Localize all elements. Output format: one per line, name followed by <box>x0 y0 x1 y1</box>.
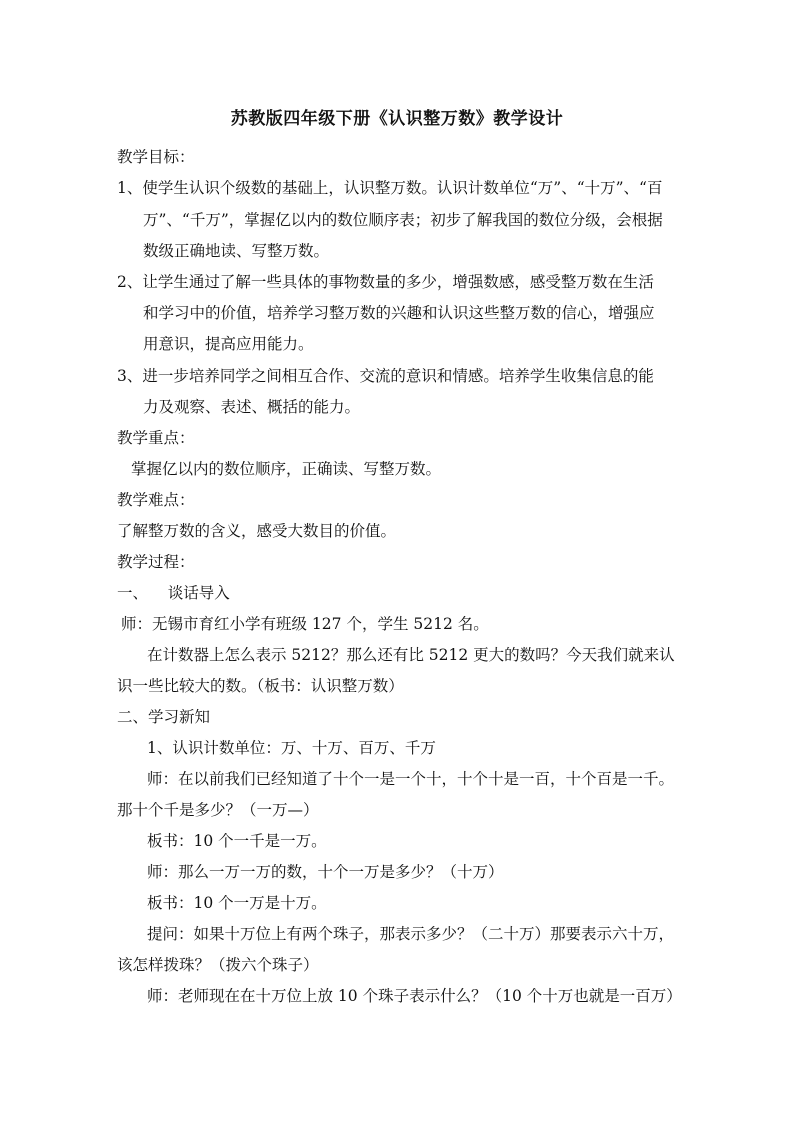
teacher-intro-line: 师：无锡市育红小学有班级 127 个，学生 5212 名。 <box>121 615 489 633</box>
section-heading-key-points: 教学重点： <box>117 429 195 447</box>
objective-3-line-1: 3、进一步培养同学之间相互合作、交流的意识和情感。培养学生收集信息的能 <box>117 367 654 385</box>
teacher-line-2: 师：那么一万一万的数，十个一万是多少？（十万） <box>147 863 504 881</box>
difficulties-text: 了解整万数的含义，感受大数目的价值。 <box>117 522 397 540</box>
section-heading-objectives: 教学目标： <box>117 148 195 166</box>
board-note-2: 板书：10 个一万是十万。 <box>147 894 327 912</box>
board-note-1: 板书：10 个一千是一万。 <box>147 832 327 850</box>
objective-1-line-1: 1、使学生认识个级数的基础上，认识整万数。认识计数单位“万”、“十万”、“百 <box>117 179 663 197</box>
question-line-1: 提问：如果十万位上有两个珠子，那表示多少？（二十万）那要表示六十万， <box>147 925 675 943</box>
subsection-1-heading: 1、认识计数单位：万、十万、百万、千万 <box>147 739 436 757</box>
teacher-line-3: 师：老师现在在十万位上放 10 个珠子表示什么？（10 个十万也就是一百万） <box>147 987 682 1005</box>
question-line-1-cont: 该怎样拨珠？（拨六个珠子） <box>117 956 319 974</box>
objective-2-line-2: 和学习中的价值，培养学习整万数的兴趣和认识这些整万数的信心，增强应 <box>143 304 655 322</box>
objective-2-line-1: 2、让学生通过了解一些具体的事物数量的多少，增强数感，感受整万数在生活 <box>117 273 654 291</box>
teacher-line-1-cont: 那十个千是多少？（一万—） <box>117 801 319 819</box>
objective-1-line-3: 数级正确地读、写整万数。 <box>143 242 330 260</box>
section-heading-process: 教学过程： <box>117 553 195 571</box>
part-1-heading: 一、 谈话导入 <box>117 584 230 602</box>
document-title: 苏教版四年级下册《认识整万数》教学设计 <box>230 109 564 129</box>
objective-3-line-2: 力及观察、表述、概括的能力。 <box>143 398 361 416</box>
section-heading-difficulties: 教学难点： <box>117 491 195 509</box>
part-2-heading: 二、学习新知 <box>117 708 211 726</box>
objective-1-line-2: 万”、“千万”，掌握亿以内的数位顺序表；初步了解我国的数位分级，会根据 <box>143 211 663 229</box>
intro-paragraph-line-2: 识一些比较大的数。（板书：认识整万数） <box>117 677 404 695</box>
objective-2-line-3: 用意识，提高应用能力。 <box>143 335 314 353</box>
intro-paragraph-line-1: 在计数器上怎么表示 5212？那么还有比 5212 更大的数吗？今天我们就来认 <box>147 646 675 664</box>
key-points-text: 掌握亿以内的数位顺序，正确读、写整万数。 <box>131 460 442 478</box>
teacher-line-1: 师：在以前我们已经知道了十个一是一个十，十个十是一百，十个百是一千。 <box>147 770 675 788</box>
